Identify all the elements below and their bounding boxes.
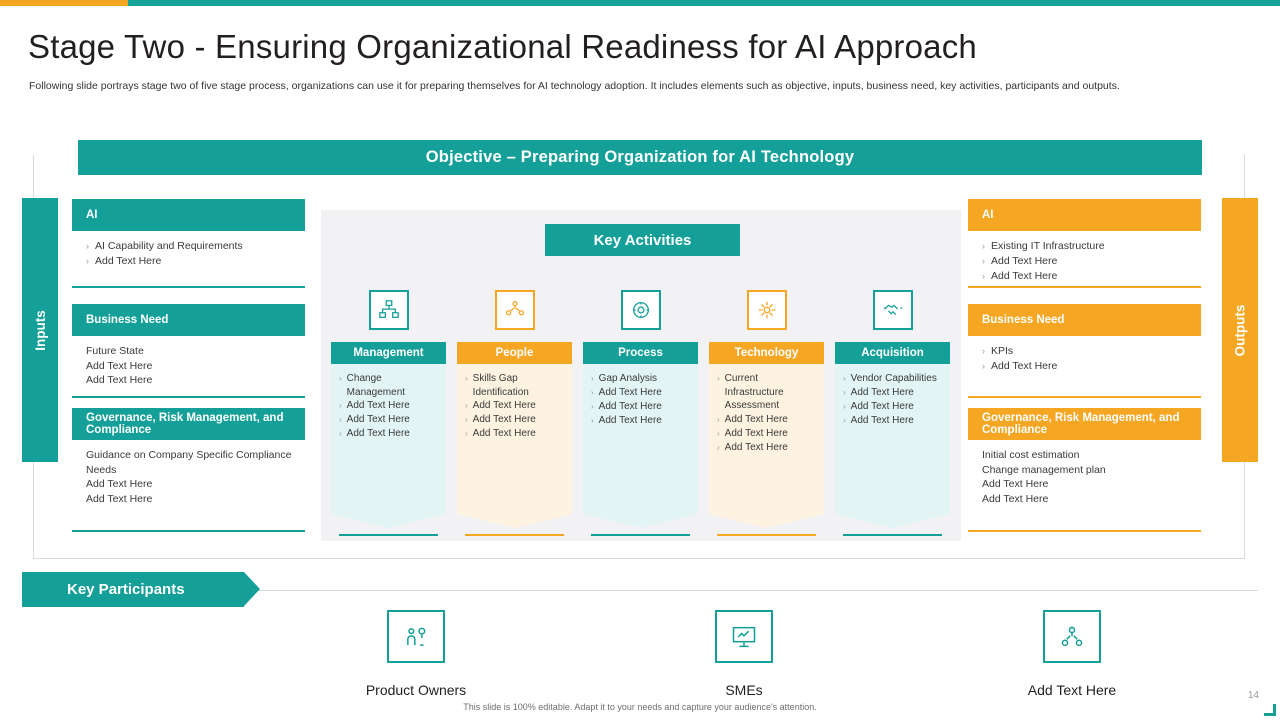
key-activity-body-management bbox=[331, 364, 446, 514]
chevron-right-icon: › bbox=[339, 401, 342, 411]
chevron-right-icon: › bbox=[339, 415, 342, 425]
chevron-right-icon: › bbox=[591, 416, 594, 425]
key-activity-label-technology: Technology bbox=[709, 342, 824, 364]
ka-tech-b3: Add Text Here bbox=[724, 427, 788, 439]
key-activity-body-technology bbox=[709, 364, 824, 514]
ka-mgmt-b1: Change Management bbox=[346, 373, 406, 398]
chevron-right-icon: › bbox=[591, 374, 594, 383]
key-participant-add-text-here bbox=[1043, 610, 1101, 663]
key-participant-label-add-text-here: Add Text Here bbox=[1027, 682, 1117, 698]
top-accent-bar-teal bbox=[128, 0, 1280, 6]
chevron-right-icon: › bbox=[982, 271, 985, 281]
key-participants-connector-line bbox=[258, 590, 1258, 591]
ka-process-b1: Gap Analysis bbox=[598, 373, 658, 384]
ka-acq-b2: Add Text Here bbox=[850, 387, 914, 398]
top-accent-bar-orange bbox=[0, 0, 128, 6]
ka-underline-technology bbox=[717, 534, 816, 536]
technology-network-icon bbox=[747, 290, 787, 330]
key-activity-column-acquisition bbox=[835, 290, 950, 514]
chevron-right-icon: › bbox=[717, 374, 720, 383]
outputs-grc-line-1: Initial cost estimation bbox=[982, 449, 1080, 461]
inputs-card-title-grc: Governance, Risk Management, and Compliance bbox=[72, 408, 305, 440]
arrow-down-shape bbox=[709, 514, 824, 528]
key-participant-label-product-owners: Product Owners bbox=[365, 682, 467, 698]
key-participant-product-owners bbox=[387, 610, 445, 663]
inputs-axis-text: Inputs bbox=[32, 309, 48, 351]
inputs-ai-bullet-2: Add Text Here bbox=[95, 255, 162, 267]
outputs-grc-line-2: Change management plan bbox=[982, 463, 1106, 476]
chevron-right-icon: › bbox=[843, 416, 846, 425]
people-idea-icon bbox=[387, 610, 445, 663]
outputs-grc-line-4: Add Text Here bbox=[982, 492, 1049, 505]
org-chart-icon bbox=[369, 290, 409, 330]
inputs-bn-line-2: Add Text Here bbox=[86, 359, 153, 372]
chevron-right-icon: › bbox=[982, 361, 985, 371]
outputs-ai-bullet-1: Existing IT Infrastructure bbox=[991, 240, 1105, 252]
outputs-ai-bullet-3: Add Text Here bbox=[991, 270, 1058, 282]
chevron-right-icon: › bbox=[843, 388, 846, 397]
outputs-ai-bullet-2: Add Text Here bbox=[991, 255, 1058, 267]
chevron-right-icon: › bbox=[465, 374, 468, 383]
chevron-right-icon: › bbox=[717, 414, 720, 424]
inputs-bn-line-3: Add Text Here bbox=[86, 374, 153, 386]
ka-acq-b4: Add Text Here bbox=[850, 415, 914, 426]
ka-people-b3: Add Text Here bbox=[472, 414, 536, 426]
outputs-card-body-grc bbox=[968, 440, 1201, 532]
ka-tech-b1: Current Infrastructure Assessment bbox=[724, 373, 784, 412]
outputs-card-body-ai bbox=[968, 231, 1201, 288]
outputs-card-title-ai: AI bbox=[968, 199, 1201, 231]
chevron-right-icon: › bbox=[339, 429, 342, 439]
chevron-right-icon: › bbox=[982, 346, 985, 356]
outputs-bn-bullet-1: KPIs bbox=[991, 345, 1014, 357]
ka-acq-b3: Add Text Here bbox=[850, 401, 914, 412]
chevron-right-icon: › bbox=[591, 402, 594, 411]
chevron-right-icon: › bbox=[717, 428, 720, 438]
key-activity-column-people bbox=[457, 290, 572, 514]
outputs-card-title-grc: Governance, Risk Management, and Compliance bbox=[968, 408, 1201, 440]
inputs-card-body-grc bbox=[72, 440, 305, 532]
chevron-right-icon: › bbox=[465, 401, 468, 411]
page-number: 14 bbox=[1247, 690, 1259, 701]
corner-accent bbox=[1264, 704, 1276, 716]
ka-mgmt-b2: Add Text Here bbox=[346, 400, 410, 412]
ka-underline-acquisition bbox=[843, 534, 942, 536]
people-group-icon bbox=[495, 290, 535, 330]
objective-banner: Objective – Preparing Organization for AI Technology bbox=[78, 140, 1202, 175]
arrow-down-shape bbox=[835, 514, 950, 528]
inputs-card-body-business-need bbox=[72, 336, 305, 398]
chevron-right-icon: › bbox=[86, 241, 89, 251]
key-activity-column-technology bbox=[709, 290, 824, 514]
slide-footnote: This slide is 100% editable. Adapt it to your needs and capture your audience's attention. bbox=[463, 702, 817, 712]
ka-tech-b4: Add Text Here bbox=[724, 441, 788, 453]
key-activity-label-management: Management bbox=[331, 342, 446, 364]
key-participant-smes bbox=[715, 610, 773, 663]
ka-mgmt-b4: Add Text Here bbox=[346, 428, 410, 440]
ka-acq-b1: Vendor Capabilities bbox=[850, 373, 937, 384]
chevron-right-icon: › bbox=[465, 429, 468, 439]
key-activity-label-acquisition: Acquisition bbox=[835, 342, 950, 364]
handshake-icon bbox=[873, 290, 913, 330]
ka-mgmt-b3: Add Text Here bbox=[346, 414, 410, 426]
outputs-grc-line-3: Add Text Here bbox=[982, 478, 1049, 490]
inputs-grc-line-3: Add Text Here bbox=[86, 492, 153, 505]
key-activity-label-process: Process bbox=[583, 342, 698, 364]
ka-underline-people bbox=[465, 534, 564, 536]
outputs-axis-text: Outputs bbox=[1232, 304, 1248, 356]
inputs-ai-bullet-1: AI Capability and Requirements bbox=[95, 240, 243, 252]
key-activity-label-people: People bbox=[457, 342, 572, 364]
ka-people-b4: Add Text Here bbox=[472, 428, 536, 440]
page-title: Stage Two - Ensuring Organizational Readiness for AI Approach bbox=[28, 28, 977, 65]
key-participants-arrow bbox=[244, 572, 260, 606]
key-participants-banner: Key Participants bbox=[22, 572, 244, 607]
arrow-down-shape bbox=[457, 514, 572, 528]
ka-underline-process bbox=[591, 534, 690, 536]
target-gear-icon bbox=[621, 290, 661, 330]
chevron-right-icon: › bbox=[465, 415, 468, 425]
chevron-right-icon: › bbox=[339, 374, 342, 383]
ka-people-b1: Skills Gap Identification bbox=[472, 373, 529, 398]
ka-people-b2: Add Text Here bbox=[472, 400, 536, 412]
inputs-card-title-business-need: Business Need bbox=[72, 304, 305, 336]
chevron-right-icon: › bbox=[591, 388, 594, 397]
page-subtitle: Following slide portrays stage two of five stage process, organizations can use it for preparing themselves for AI technology adoption. It includes elements such as objective, inputs, business need, key activities, participants and outputs. bbox=[29, 80, 1120, 92]
outputs-axis-label bbox=[1222, 198, 1258, 462]
ka-process-b4: Add Text Here bbox=[598, 415, 662, 426]
key-participant-label-smes: SMEs bbox=[725, 682, 763, 698]
ka-process-b2: Add Text Here bbox=[598, 387, 662, 398]
inputs-card-title-ai: AI bbox=[72, 199, 305, 231]
chevron-right-icon: › bbox=[843, 402, 846, 411]
team-tree-icon bbox=[1043, 610, 1101, 663]
key-activity-body-people bbox=[457, 364, 572, 514]
outputs-card-body-business-need bbox=[968, 336, 1201, 398]
chevron-right-icon: › bbox=[86, 256, 89, 266]
key-activity-body-process bbox=[583, 364, 698, 514]
ka-process-b3: Add Text Here bbox=[598, 401, 662, 412]
outputs-bn-bullet-2: Add Text Here bbox=[991, 360, 1058, 372]
key-activities-title: Key Activities bbox=[545, 224, 740, 256]
key-activity-body-acquisition bbox=[835, 364, 950, 514]
inputs-card-body-ai bbox=[72, 231, 305, 288]
chevron-right-icon: › bbox=[982, 256, 985, 266]
outputs-card-title-business-need: Business Need bbox=[968, 304, 1201, 336]
chevron-right-icon: › bbox=[982, 241, 985, 251]
inputs-bn-line-1: Future State bbox=[86, 345, 144, 357]
inputs-axis-label bbox=[22, 198, 58, 462]
key-activity-column-management bbox=[331, 290, 446, 514]
key-activity-column-process bbox=[583, 290, 698, 514]
chevron-right-icon: › bbox=[843, 374, 846, 383]
chevron-right-icon: › bbox=[717, 442, 720, 452]
inputs-grc-line-2: Add Text Here bbox=[86, 478, 153, 490]
arrow-down-shape bbox=[583, 514, 698, 528]
ka-underline-management bbox=[339, 534, 438, 536]
presentation-icon bbox=[715, 610, 773, 663]
inputs-grc-line-1: Guidance on Company Specific Compliance Needs bbox=[86, 449, 292, 476]
ka-tech-b2: Add Text Here bbox=[724, 413, 788, 425]
arrow-down-shape bbox=[331, 514, 446, 528]
